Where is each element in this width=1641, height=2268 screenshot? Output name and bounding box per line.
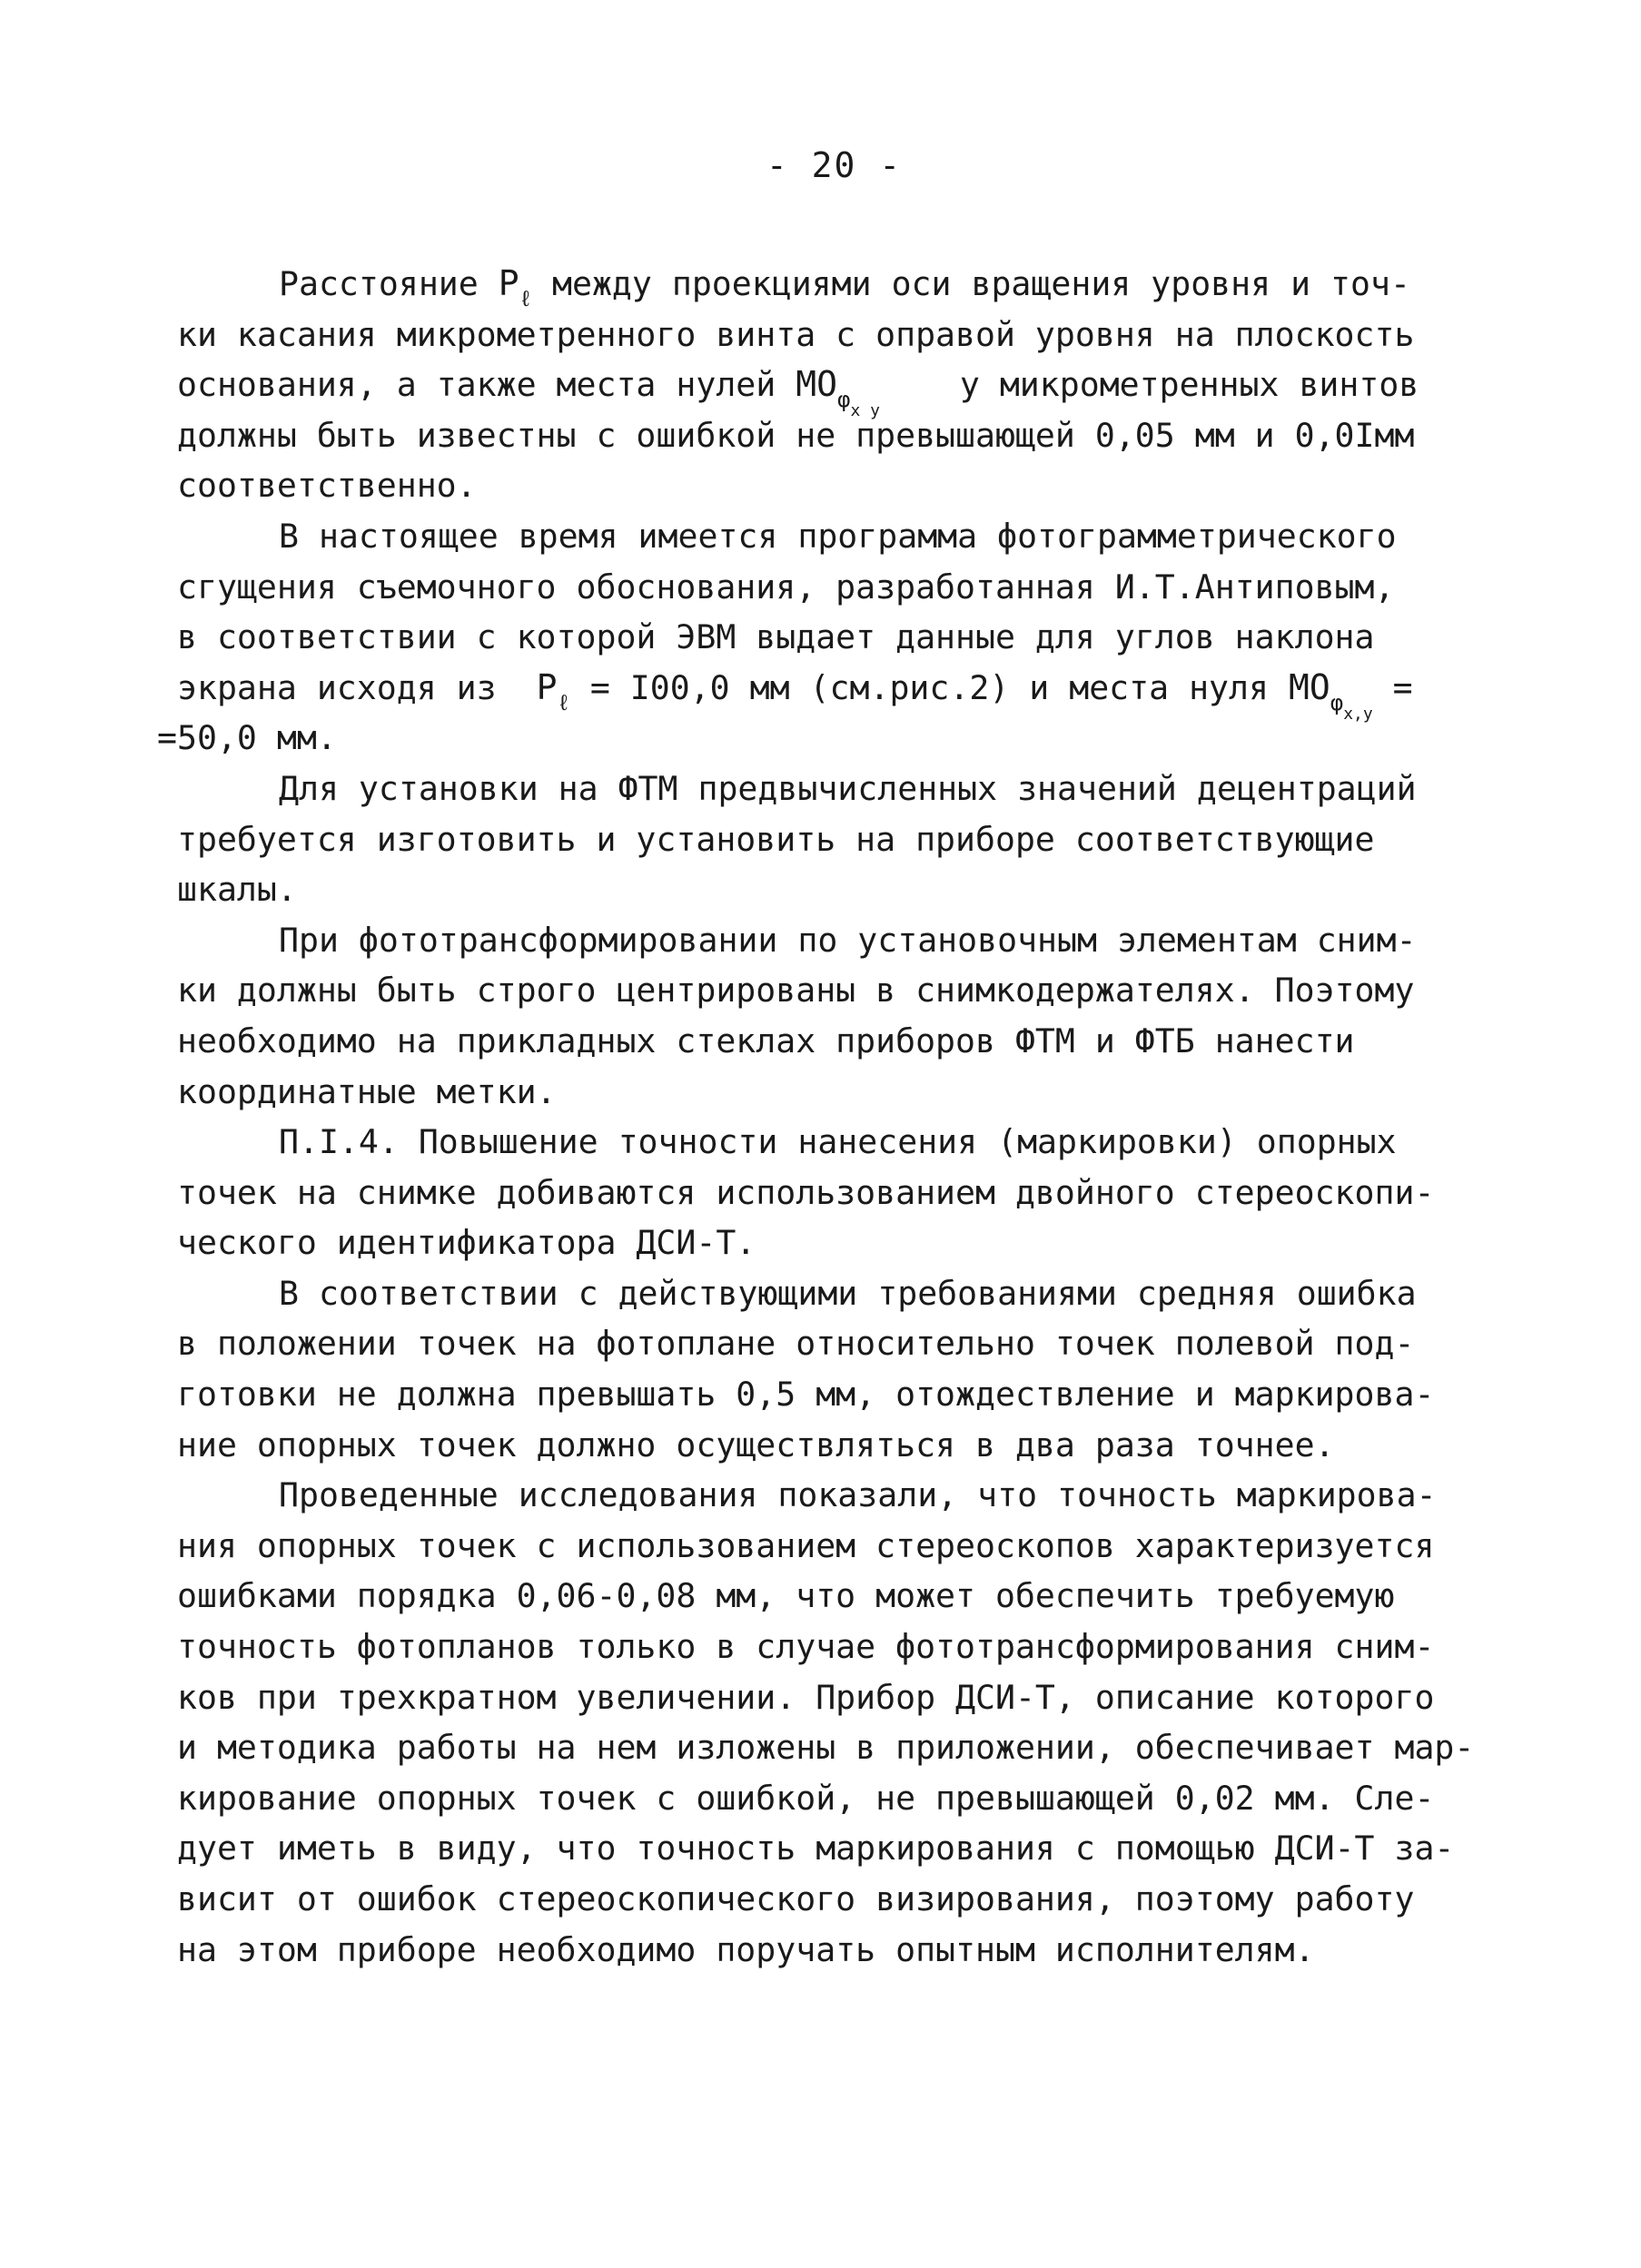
text-line	[177, 1925, 1494, 1976]
paragraph-first-line	[279, 1470, 1494, 1521]
text-run: дует иметь в виду, что точность маркирования с помощью ДСИ-Т за-	[177, 1829, 1455, 1869]
text-line	[177, 310, 1494, 360]
formula-symbol: φ	[1330, 689, 1344, 715]
text-line	[177, 460, 1494, 511]
text-run: В настоящее время имеется программа фотограмметрического	[279, 516, 1397, 556]
text-line	[177, 1067, 1494, 1118]
text-line	[177, 612, 1494, 663]
text-run: При фототрансформировании по установочным элементам сним-	[279, 920, 1417, 960]
text-line	[177, 410, 1494, 461]
text-run: =	[1372, 667, 1413, 707]
page-number: - 20 -	[766, 145, 903, 185]
text-line	[177, 562, 1494, 613]
text-run: П.I.4. Повышение точности нанесения (маркировки) опорных	[279, 1122, 1397, 1162]
text-run: = I00,0 мм (см.рис.2) и места нуля	[569, 667, 1289, 707]
text-run: и методика работы на нем изложены в приложении, обеспечивает мар-	[177, 1728, 1475, 1768]
text-line	[177, 1823, 1494, 1874]
text-line	[177, 1622, 1494, 1672]
text-line	[177, 663, 1494, 724]
text-run: Расстояние	[279, 264, 499, 303]
text-line	[177, 1318, 1494, 1369]
paragraph-first-line	[279, 511, 1494, 562]
document-body	[157, 259, 1494, 1975]
text-run: ние опорных точек должно осуществляться в два раза точнее.	[177, 1425, 1335, 1464]
paragraph-first-line	[279, 764, 1494, 814]
text-line	[177, 360, 1494, 421]
text-line	[177, 1168, 1494, 1218]
text-run: сгущения съемочного обоснования, разработанная И.Т.Антиповым,	[177, 567, 1395, 606]
formula-symbol: P	[536, 666, 558, 707]
text-line	[177, 864, 1494, 915]
formula-symbol: MO	[796, 364, 837, 405]
text-run: ков при трехкратном увеличении. Прибор ДСИ-Т, описание которого	[177, 1677, 1435, 1717]
text-run: в соответствии с которой ЭВМ выдает данные для углов наклона	[177, 617, 1375, 657]
text-run: координатные метки.	[177, 1071, 557, 1111]
text-run: основания, а также места нулей	[177, 365, 796, 405]
text-run: соответственно.	[177, 466, 477, 506]
text-run: между проекциями оси вращения уровня и точ-	[532, 264, 1410, 303]
text-run: необходимо на прикладных стеклах приборов ФТМ и ФТБ нанести	[177, 1021, 1355, 1060]
text-run: в положении точек на фотоплане относительно точек полевой под-	[177, 1324, 1415, 1364]
text-line	[177, 965, 1494, 1016]
formula-symbol: P	[498, 263, 519, 303]
text-run: на этом приборе необходимо поручать опытным исполнителям.	[177, 1929, 1315, 1969]
text-line	[177, 1420, 1494, 1471]
paragraph-first-line	[279, 1268, 1494, 1319]
formula-symbol: ℓ	[519, 286, 533, 311]
text-line	[177, 1218, 1494, 1268]
text-run: у микрометренных винтов	[879, 365, 1419, 405]
formula-symbol: x y	[850, 401, 880, 421]
text-line	[177, 1722, 1494, 1773]
formula-symbol: ℓ	[557, 689, 570, 715]
text-run: требуется изготовить и установить на приборе соответствующие	[177, 819, 1375, 859]
text-run: ки должны быть строго центрированы в снимкодержателях. Поэтому	[177, 971, 1415, 1011]
text-run: Проведенные исследования показали, что точность маркирова-	[279, 1475, 1437, 1515]
text-run: кирование опорных точек с ошибкой, не превышающей 0,02 мм. Сле-	[177, 1778, 1435, 1818]
paragraph-first-line	[279, 1117, 1494, 1168]
text-line	[177, 1369, 1494, 1420]
text-line	[177, 814, 1494, 865]
text-run: должны быть известны с ошибкой не превышающей 0,05 мм и 0,0Iмм	[177, 415, 1415, 455]
text-line	[177, 1672, 1494, 1723]
formula-symbol: x,y	[1343, 704, 1373, 724]
text-run: точек на снимке добиваются использованием двойного стереоскопи-	[177, 1172, 1435, 1212]
text-run: ческого идентификатора ДСИ-Т.	[177, 1223, 756, 1263]
text-line	[177, 1874, 1494, 1925]
text-line	[177, 1773, 1494, 1824]
text-run: ки касания микрометренного винта с оправой уровня на плоскость	[177, 314, 1415, 354]
formula-symbol: φ	[837, 387, 851, 413]
formula-symbol: MO	[1288, 666, 1330, 707]
text-run: =50,0 мм.	[157, 718, 337, 758]
text-line	[157, 713, 1494, 764]
text-run: точность фотопланов только в случае фототрансформирования сним-	[177, 1627, 1435, 1667]
text-line	[177, 1016, 1494, 1067]
paragraph-first-line	[279, 915, 1494, 966]
text-run: висит от ошибок стереоскопического визирования, поэтому работу	[177, 1879, 1415, 1918]
text-run: Для установки на ФТМ предвычисленных значений децентраций	[279, 768, 1417, 808]
text-line	[177, 1521, 1494, 1572]
text-run: готовки не должна превышать 0,5 мм, отождествление и маркирова-	[177, 1375, 1435, 1415]
text-run: ния опорных точек с использованием стереоскопов характеризуется	[177, 1525, 1435, 1565]
text-run: ошибками порядка 0,06-0,08 мм, что может обеспечить требуемую	[177, 1576, 1395, 1616]
text-run: экрана исходя из	[177, 667, 537, 707]
text-run: шкалы.	[177, 870, 297, 910]
text-run: В соответствии с действующими требованиями средняя ошибка	[279, 1273, 1417, 1313]
paragraph-first-line	[279, 259, 1494, 310]
text-line	[177, 1571, 1494, 1622]
